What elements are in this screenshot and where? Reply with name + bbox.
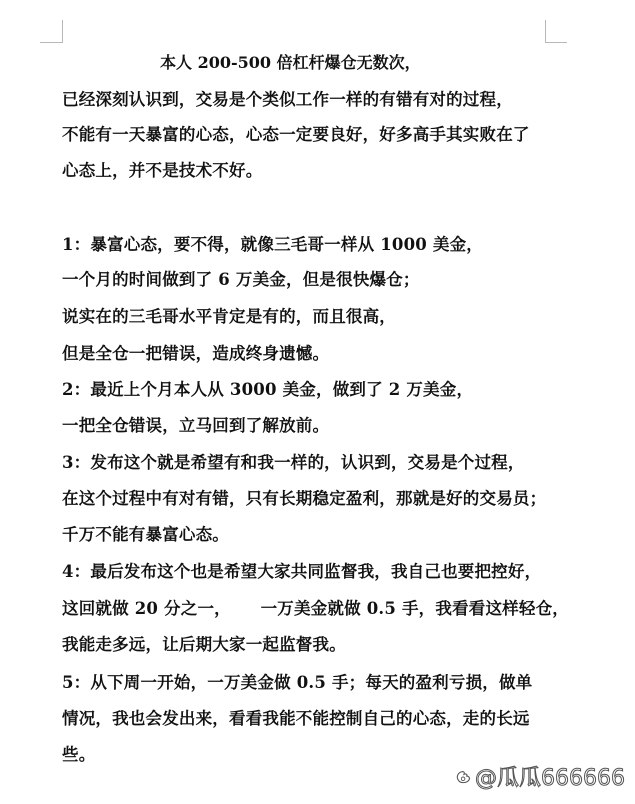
- intro-line: 心态上，并不是技术不好。: [62, 161, 263, 180]
- point-line: 这回就做 20 分之一， 一万美金就做 0.5 手，我看看这样轻仓，: [62, 599, 569, 618]
- watermark-text: @瓜瓜666666: [475, 766, 625, 791]
- point-line: 在这个过程中有对有错，只有长期稳定盈利，那就是好的交易员；: [62, 489, 547, 508]
- document-title: 本人 200-500 倍杠杆爆仓无数次，: [160, 53, 421, 72]
- crop-mark-top-right: [545, 42, 567, 43]
- weibo-logo-icon: [455, 768, 473, 786]
- crop-mark-top-right: [545, 20, 546, 43]
- crop-mark-top-left: [40, 42, 62, 43]
- crop-mark-top-left: [62, 20, 63, 43]
- intro-line: 已经深刻认识到，交易是个类似工作一样的有错有对的过程，: [62, 90, 513, 109]
- point-line: 说实在的三毛哥水平肯定是有的，而且很高，: [62, 307, 396, 326]
- point-line: 5：从下周一开始，一万美金做 0.5 手；每天的盈利亏损，做单: [62, 673, 533, 692]
- point-line: 我能走多远，让后期大家一起监督我。: [62, 635, 346, 654]
- point-line: 4：最后发布这个也是希望大家共同监督我，我自己也要把控好，: [62, 562, 542, 581]
- point-line: 3：发布这个就是希望有和我一样的，认识到，交易是个过程，: [62, 453, 525, 472]
- point-line: 些。: [62, 745, 96, 764]
- point-line: 但是全仓一把错误，造成终身遗憾。: [62, 344, 330, 363]
- intro-line: 不能有一天暴富的心态，心态一定要良好，好多高手其实败在了: [62, 125, 530, 144]
- point-line: 1：暴富心态，要不得，就像三毛哥一样从 1000 美金，: [62, 235, 483, 254]
- point-line: 一把全仓错误，立马回到了解放前。: [62, 416, 330, 435]
- point-line: 2：最近上个月本人从 3000 美金，做到了 2 万美金，: [62, 380, 474, 399]
- point-line: 一个月的时间做到了 6 万美金，但是很快爆仓；: [62, 270, 420, 289]
- watermark: [455, 761, 625, 792]
- point-line: 千万不能有暴富心态。: [62, 525, 229, 544]
- point-line: 情况，我也会发出来，看看我能不能控制自己的心态，走的长远: [62, 709, 530, 728]
